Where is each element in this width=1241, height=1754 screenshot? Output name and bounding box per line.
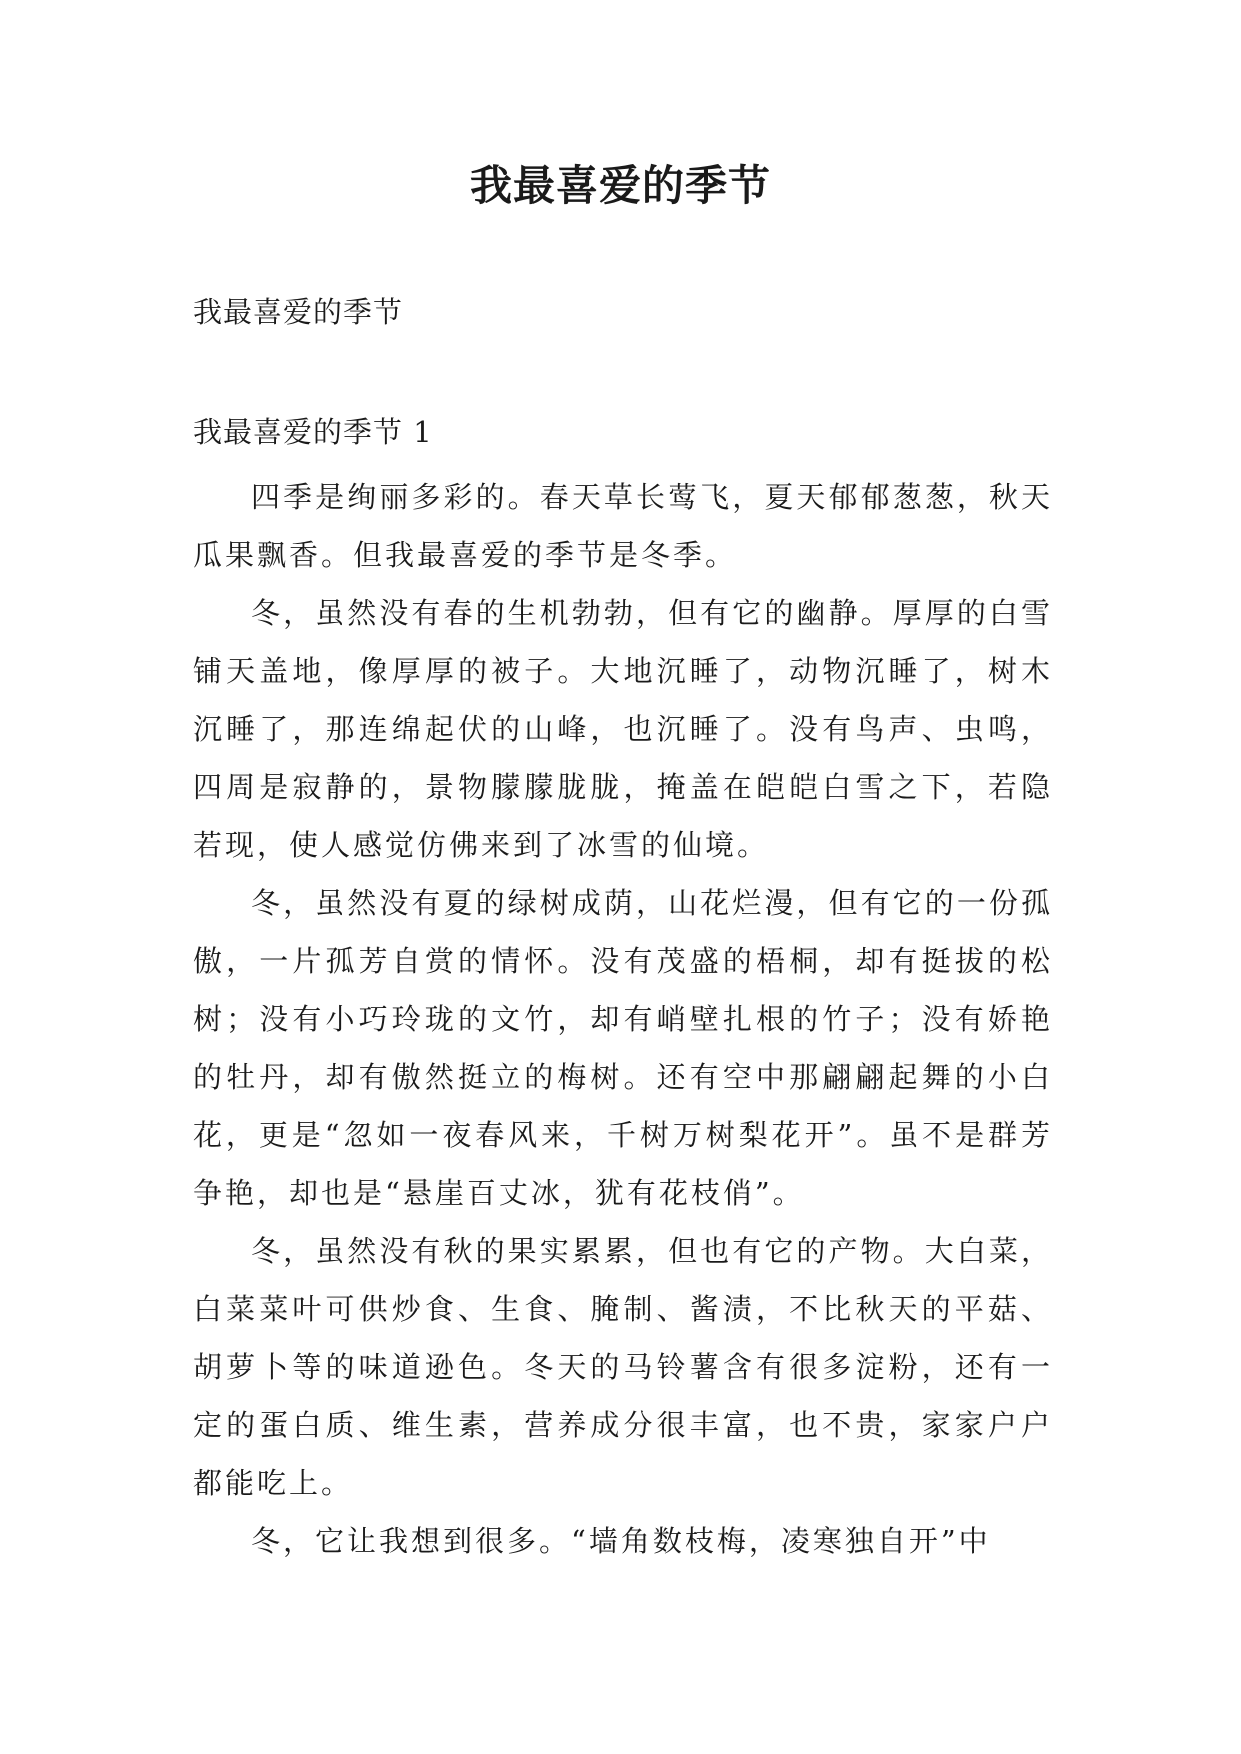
document-title: 我最喜爱的季节 [469, 161, 771, 210]
document-subtitle: 我最喜爱的季节 [193, 295, 404, 329]
paragraph: 四季是绚丽多彩的。春天草长莺飞，夏天郁郁葱葱，秋天瓜果飘香。但我最喜爱的季节是冬季。 [193, 480, 1053, 572]
paragraph: 冬，虽然没有春的生机勃勃，但有它的幽静。厚厚的白雪铺天盖地，像厚厚的被子。大地沉睡了，动物沉睡了，树木沉睡了，那连绵起伏的山峰，也沉睡了。没有鸟声、虫鸣，四周是寂静的，景物朦朦胧胧，掩盖在皑皑白雪之下，若隐若现，使人感觉仿佛来到了冰雪的仙境。 [193, 596, 1053, 862]
section-heading: 我最喜爱的季节 1 [193, 415, 433, 449]
essay-body [193, 468, 1053, 1570]
paragraph: 冬，它让我想到很多。“墙角数枝梅，凌寒独自开”中 [251, 1524, 991, 1558]
paragraph: 冬，虽然没有秋的果实累累，但也有它的产物。大白菜，白菜菜叶可供炒食、生食、腌制、酱渍，不比秋天的平菇、胡萝卜等的味道逊色。冬天的马铃薯含有很多淀粉，还有一定的蛋白质、维生素，营养成分很丰富，也不贵，家家户户都能吃上。 [193, 1234, 1053, 1500]
paragraph: 冬，虽然没有夏的绿树成荫，山花烂漫，但有它的一份孤傲，一片孤芳自赏的情怀。没有茂盛的梧桐，却有挺拔的松树；没有小巧玲珑的文竹，却有峭壁扎根的竹子；没有娇艳的牡丹，却有傲然挺立的梅树。还有空中那翩翩起舞的小白花，更是“忽如一夜春风来，千树万树梨花开”。虽不是群芳争艳，却也是“悬崖百丈冰，犹有花枝俏”。 [193, 886, 1053, 1210]
